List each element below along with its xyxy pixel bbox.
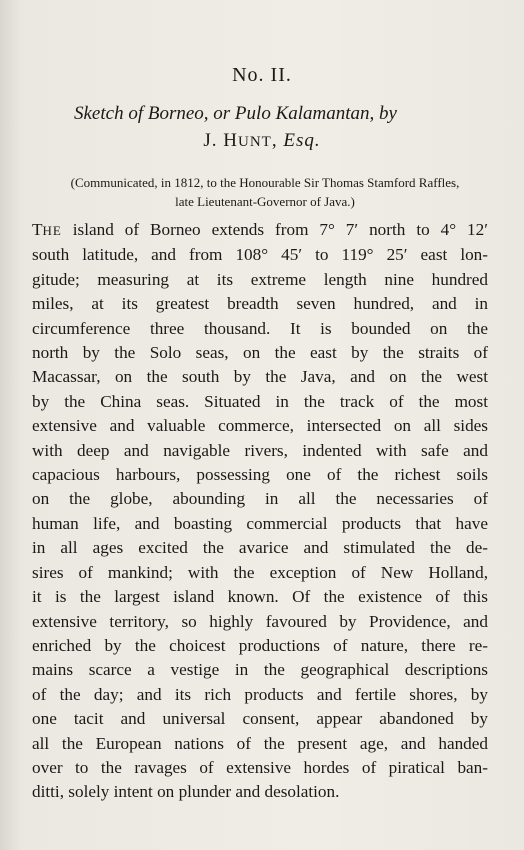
communication-note bbox=[30, 173, 500, 211]
body-line: circumference three thousand. It is bounded on the bbox=[32, 318, 488, 338]
body-line: human life, and boasting commercial products that have bbox=[32, 513, 488, 533]
body-line: ditti, solely intent on plunder and desolation. bbox=[32, 782, 340, 802]
body-line: over to the ravages of extensive hordes of piratical ban- bbox=[32, 757, 488, 777]
body-line: miles, at its greatest breadth seven hundred, and in bbox=[32, 294, 488, 314]
author-separator: , bbox=[271, 130, 284, 151]
body-line: south latitude, and from 108° 45′ to 119° 25′ east lon- bbox=[32, 245, 488, 265]
body-line: one tacit and universal consent, appear abandoned by bbox=[32, 709, 488, 729]
body-line: sires of mankind; with the exception of New Holland, bbox=[32, 562, 488, 582]
body-line: enriched by the choicest productions of nature, there re- bbox=[32, 635, 488, 655]
title-line-1: Sketch of Borneo, or Pulo Kalamantan, by bbox=[74, 103, 397, 124]
author-esq: Esq. bbox=[283, 130, 321, 151]
author-initial: J. H bbox=[203, 130, 239, 151]
note-line-1: (Communicated, in 1812, to the Honourable Sir Thomas Stamford Raffles, bbox=[70, 175, 460, 190]
body-line: mains scarce a vestige in the geographical descriptions bbox=[32, 660, 488, 680]
body-line: with deep and navigable rivers, indented with safe and bbox=[32, 440, 488, 460]
note-line-2: late Lieutenant-Governor of Java.) bbox=[175, 194, 355, 209]
body-line: Macassar, on the south by the Java, and on the west bbox=[32, 367, 488, 387]
body-line: extensive and valuable commerce, intersected on all sides bbox=[32, 416, 488, 436]
body-line: on the globe, abounding in all the necessaries of bbox=[32, 489, 488, 509]
body-line: it is the largest island known. Of the existence of this bbox=[32, 587, 488, 607]
body-line bbox=[32, 218, 488, 243]
body-first-letter: T bbox=[32, 220, 43, 239]
body-line: of the day; and its rich products and fertile shores, by bbox=[32, 684, 488, 704]
body-line: extensive territory, so highly favoured by Providence, and bbox=[32, 611, 488, 631]
body-line: all the European nations of the present age, and handed bbox=[32, 733, 488, 753]
body-line: north by the Solo seas, on the east by the straits of bbox=[32, 343, 488, 363]
title-author-line bbox=[0, 130, 524, 152]
body-line: capacious harbours, possessing one of the richest soils bbox=[32, 465, 488, 485]
body-first-word-smallcaps: HE bbox=[42, 223, 62, 238]
body-line: by the China seas. Situated in the track of the most bbox=[32, 391, 488, 411]
body-line: gitude; measuring at its extreme length nine hundred bbox=[32, 269, 488, 289]
body-line-text: island of Borneo extends from 7° 7′ north to 4° 12′ bbox=[61, 220, 488, 239]
body-text bbox=[32, 218, 488, 805]
section-number: No. II. bbox=[232, 64, 292, 86]
body-line: in all ages excited the avarice and stimulated the de- bbox=[32, 538, 488, 558]
author-surname-smallcaps: UNT bbox=[238, 134, 272, 150]
